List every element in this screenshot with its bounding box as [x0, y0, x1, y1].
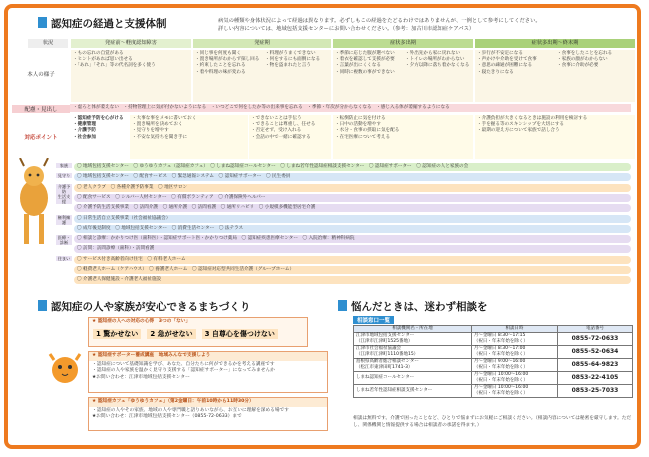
page-frame: [4, 4, 641, 449]
service-band: 〇 成年後見制度 〇 地域包括支援センター 〇 消費生活センター 〇 法テラス: [74, 225, 631, 233]
care-cell-1: ・大事な事をメモに書いておく ・置き場所を決めておく ・見守りを増やす ・不安な気持ちを聞き手に: [130, 115, 248, 159]
table-header: 相談日時: [471, 326, 557, 333]
table-row: [354, 333, 633, 346]
stage-1: 発症前～軽度認知障害: [71, 39, 191, 48]
box2-head: ★ 認知症サポーター養成講座 地域みんなで支援しよう: [89, 352, 327, 361]
title-marker-icon: [38, 17, 47, 28]
table-header: 電話番号: [557, 326, 632, 333]
title-marker-icon: [338, 300, 347, 311]
service-band: 〇 配食サービス 〇 シルバー人材センター 〇 有償ボランティア 〇 介護保険外ヘルパー: [74, 194, 631, 202]
intro-line-1: 病気の種類や身体状況によって経過は異なります。必ずしもこの経過をたどるわけではありませんが、一例として参考にしてください。: [218, 18, 541, 24]
service-label: 権利擁護: [57, 214, 71, 225]
service-label: 介護予防: [57, 183, 71, 194]
box1-head: ★ 認知症の人への対応の心得 3つの「ない」: [92, 319, 191, 324]
stage-label: 状況: [28, 39, 68, 48]
table-cell: 月～金曜日 8:30～17:00 （祝日・年末年始を除く）: [471, 346, 557, 359]
family-band: ・虚ろと体が萎えない ・持物管理上に気が付かないようになる ・いつどこで何をしたか等の出来事を忘れる ・季節・年次が分からなくなる ・感じ入る体が萎縮するようになる: [70, 104, 631, 112]
table-cell: 江津市地域包括支援センター （江津市江津町1525番地）: [354, 333, 472, 346]
service-label: 見守り: [57, 173, 71, 179]
care-cell-2: ・できないことは手伝う ・できることは尊重し、任せる ・否定せず、受け入れる ・会話の中で一緒に確認する: [249, 115, 331, 159]
table-row: [354, 346, 633, 359]
table-cell: しまね認知症コールセンター: [354, 372, 472, 385]
person-cell-4: ・歩行が不安定になる ・声かけや介助を受けて食事 ・意思の疎通が困難になる ・寝たきりになる: [475, 50, 555, 102]
table-row: [354, 372, 633, 385]
service-label: 家族: [56, 163, 72, 168]
service-label: 住まい: [57, 255, 71, 261]
service-band: 〇 サービス付き高齢者向け住宅 〇 有料老人ホーム: [74, 256, 631, 264]
service-label: 生活支援: [57, 193, 71, 204]
person-cell-3: ・季節に応じた服が選べない ・着衣を確認して支援が必要 ・言葉が出にくくなる ・同時に複数の事ができない: [333, 50, 403, 102]
title-marker-icon: [38, 300, 47, 311]
table-cell: 月～金曜日 10:00～16:00 （祝日・年末年始を除く）: [471, 372, 557, 385]
service-label: 医療・診断: [57, 235, 71, 246]
service-band: 〇 軽費老人ホーム（ケアハウス） 〇 養護老人ホーム 〇 認知症対応型共同生活介護（グループホーム）: [74, 266, 631, 274]
service-band: 〇 老人クラブ 〇 各種介護予防事業 〇 地区サロン: [74, 184, 631, 192]
table-cell: しまね若年性認知症相談支援センター: [354, 385, 472, 398]
section1-title: 認知症の経過と支援体制: [38, 16, 167, 31]
person-cell-2b: ・料理がうまくできない ・何をするにも面倒になる ・物を盗まれたと言う: [263, 50, 331, 102]
table-cell: 江津市社会福祉協議会 （江津市江津町1110番地15）: [354, 346, 472, 359]
section3-title: 悩んだときは、迷わず相談を: [338, 299, 488, 314]
person-cell-4b: ・食事をしたことを忘れる ・家族の顔がわからない ・食事に介助が必要: [555, 50, 635, 102]
care-side-cell: ・認知症予防を心がける ・健康管理 ・介護予防 ・社会参加: [73, 116, 124, 140]
service-band: 〇 相談と診療：かかりつけ医（歯科医）・認知症サポート医・かかりつけ薬局 〇 認知症疾患医療センター 〇 入院治療：精神科病院: [74, 235, 631, 243]
service-band: 〇 日常生活自立支援事業（社会福祉協議会）: [74, 215, 631, 223]
person-cell-3b: ・外出先から家に戻れない ・トイレの場所がわからない ・夕方以降に落ち着かなくなる: [403, 50, 473, 102]
box3-text: ・認知症の人やその家族、地域の人や専門職と語りあいながら、お互いに理解を深める場です ★お問い合わせ：江津市地域包括支援センター（0855-72-0633）まで: [92, 407, 289, 419]
section2-title: 認知症の人や家族が安心できるまちづくり: [38, 299, 250, 314]
stage-2: 発症期: [193, 39, 331, 48]
table-header: 相談機関名・所在地: [354, 326, 472, 333]
consult-note: 相談は無料です。介護で困ったことなど、ひとりで悩まずにお気軽にご相談ください。（相談内容については秘密を厳守します。ただし、関係機関と情報提供する場合は相談者の承諾を得ます。）: [353, 416, 632, 428]
person-cell-2: ・同じ事を何度も聞く ・置き場所がわからず探し回る ・約束したことを忘れる ・着や料理の味が変わる: [193, 50, 263, 102]
table-cell: 島根県高齢者総合相談センター （松江市東津田町1741-3）: [354, 359, 472, 372]
table-row: [354, 359, 633, 372]
box1-item-1: 1 驚かせない: [93, 329, 141, 339]
table-cell: 月～金曜日 8:30～17:15 （祝日・年末年始を除く）: [471, 333, 557, 346]
consult-table-title: 相談窓口一覧: [353, 316, 394, 324]
box1: [88, 317, 308, 347]
care-cell-3: ・転倒防止に気を付ける ・日中の活動を増やす ・水分・食事の摂取に気を配る ・在宅医療について考える: [333, 115, 473, 159]
box3: [88, 397, 328, 431]
deer-mascot-icon: [10, 158, 56, 278]
service-band: 〇 地域包括支援センター 〇 配食サービス 〇 緊急通報システム 〇 認知症サポーター 〇 民生委員: [74, 173, 631, 181]
table-row: [354, 385, 633, 398]
stage-3: 症状多出期: [333, 39, 473, 48]
section1-intro: [218, 18, 633, 33]
phone-number: 0855-64-9823: [557, 359, 632, 372]
service-band: 〇 介護老人保健施設・介護老人福祉施設: [74, 276, 631, 284]
phone-number: 0855-52-0634: [557, 346, 632, 359]
intro-line-2: 詳しい内容については、地域包括支援センターにお問い合わせください。（参考：加古川市認知症ケアパス）: [218, 25, 475, 32]
service-band: 〇 介護予防生活支援事業 〇 訪問介護 〇 通所介護 〇 訪問看護 〇 通所リハビリ 〇 小規模多機能型居宅介護: [74, 204, 631, 212]
family-row-label: 配慮・見出し: [12, 105, 70, 113]
stage-4: 症状多出期～終末期: [475, 39, 635, 48]
box1-item-2: 2 急がせない: [147, 329, 195, 339]
box1-item-3: 3 自尊心を傷つけない: [202, 329, 278, 339]
care-row-label: 対応ポイント: [24, 135, 58, 141]
phone-number: 0853-22-4105: [557, 372, 632, 385]
box2: [88, 351, 328, 393]
phone-number: 0855-72-0633: [557, 333, 632, 346]
box3-head: ★ 認知症カフェ「ゆうゆうカフェ」（第2金曜日：午前10時から11時30分）: [89, 398, 327, 407]
person-cell-1: ・もの忘れの自覚がある ・ヒントがあれば思い出せる ・「あれ」「それ」等の代名詞を多く使う: [71, 50, 191, 102]
consult-table: [353, 325, 633, 398]
care-cell-4: ・介護負担が大きくなるときは施設の利用を検討する ・手を握る等のスキンシップを大切にする ・最期の迎え方について家族で話し合う: [475, 115, 635, 159]
service-band: 〇 訪問：訪問診療（歯科）・訪問看護: [74, 245, 631, 253]
box2-text: ・認知症について基礎知識を学び、あなた、自分たちに何ができるかを考える講座です ・認知症の人や家族を温かく見守り支援する「認知症サポーター」になってみませんか ★お問い合わせ：江津市地域包括支援センター: [92, 361, 275, 380]
table-cell: 月～金曜日 9:00～16:00 （祝日・年末年始を除く）: [471, 359, 557, 372]
table-cell: 月～金曜日 10:00～16:00 （祝日・年末年始を除く）: [471, 385, 557, 398]
person-row-label: 本人の様子: [27, 72, 55, 78]
orange-bird-mascot-icon: [46, 350, 84, 388]
phone-number: 0853-25-7033: [557, 385, 632, 398]
service-band: 〇 地域包括支援センター 〇 ゆうゆうカフェ（認知症カフェ） 〇 しまね認知症コールセンター 〇 しまね若年性認知症相談支援センター 〇 認知症サポーター 〇 認知症の人と家族の会: [74, 163, 631, 171]
